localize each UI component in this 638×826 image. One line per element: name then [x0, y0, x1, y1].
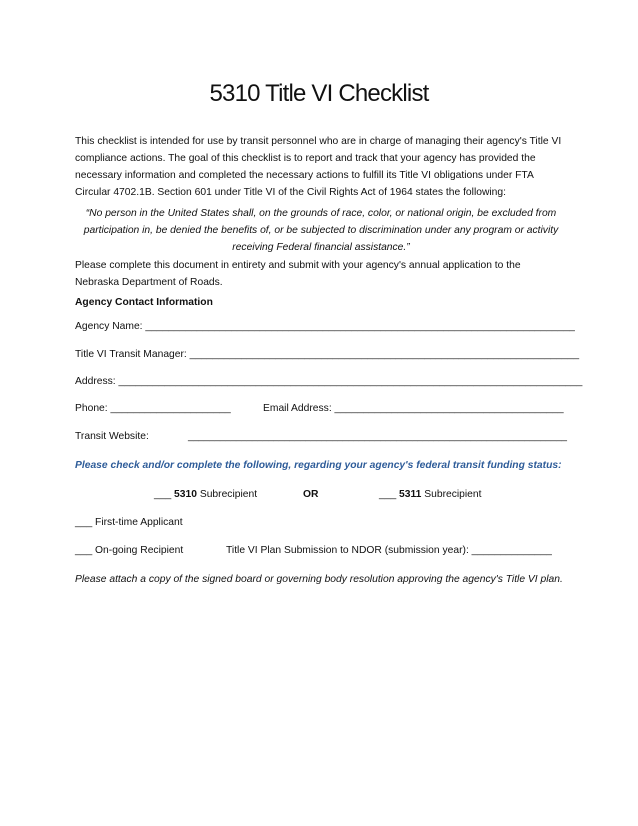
website-field[interactable]: _______________________________________________________________________	[188, 431, 567, 442]
program-number: 5311	[399, 489, 422, 500]
attach-note: Please attach a copy of the signed board or governing body resolution approving the agency's Title VI plan.	[75, 574, 563, 585]
checkbox-blank: ___	[379, 489, 400, 500]
option-label: Subrecipient	[421, 489, 482, 500]
contact-heading: Agency Contact Information	[75, 297, 213, 308]
agency-name-field[interactable]: Agency Name: ___________________________________________________________________________	[75, 321, 575, 332]
website-label: Transit Website:	[75, 431, 149, 442]
checkbox-blank: ___	[154, 489, 175, 500]
manager-field[interactable]: Title VI Transit Manager: ____________________________________________________________________	[75, 349, 580, 360]
subrecipient-5310-option[interactable]	[154, 488, 257, 502]
phone-field[interactable]: Phone: _____________________	[75, 403, 231, 414]
civil-rights-quote: “No person in the United States shall, on the grounds of race, color, or national origin, be excluded from participation in, be denied the benefits of, or be subjected to discrimination under any program or activity receiving Federal financial assistance.”	[83, 208, 559, 253]
plan-submission-field[interactable]: Title VI Plan Submission to NDOR (submission year): ______________	[226, 545, 552, 556]
ongoing-recipient-option[interactable]: ___ On-going Recipient	[75, 545, 184, 556]
submission-instruction: Please complete this document in entirety and submit with your agency's annual application to the Nebraska Department of Roads.	[75, 260, 521, 288]
option-label: Subrecipient	[196, 489, 258, 500]
subrecipient-5311-option[interactable]	[379, 488, 482, 502]
email-field[interactable]: Email Address: ________________________________________	[263, 403, 564, 414]
page-title: 5310 Title VI Checklist	[209, 80, 429, 107]
program-number: 5310	[174, 489, 197, 500]
first-time-applicant-option[interactable]: ___ First-time Applicant	[75, 517, 183, 528]
funding-prompt: Please check and/or complete the following, regarding your agency's federal transit funding status:	[75, 460, 562, 471]
address-field[interactable]: Address: _________________________________________________________________________________	[75, 376, 583, 387]
intro-paragraph: This checklist is intended for use by transit personnel who are in charge of managing their agency's Title VI compliance actions. The goal of this checklist is to report and track that your agency has provided the necessary information and completed the necessary actions to fulfill its Title VI obligations under FTA Circular 4702.1B. Section 601 under Title VI of the Civil Rights Act of 1964 states the following:	[75, 136, 562, 198]
or-separator: OR	[303, 489, 319, 500]
